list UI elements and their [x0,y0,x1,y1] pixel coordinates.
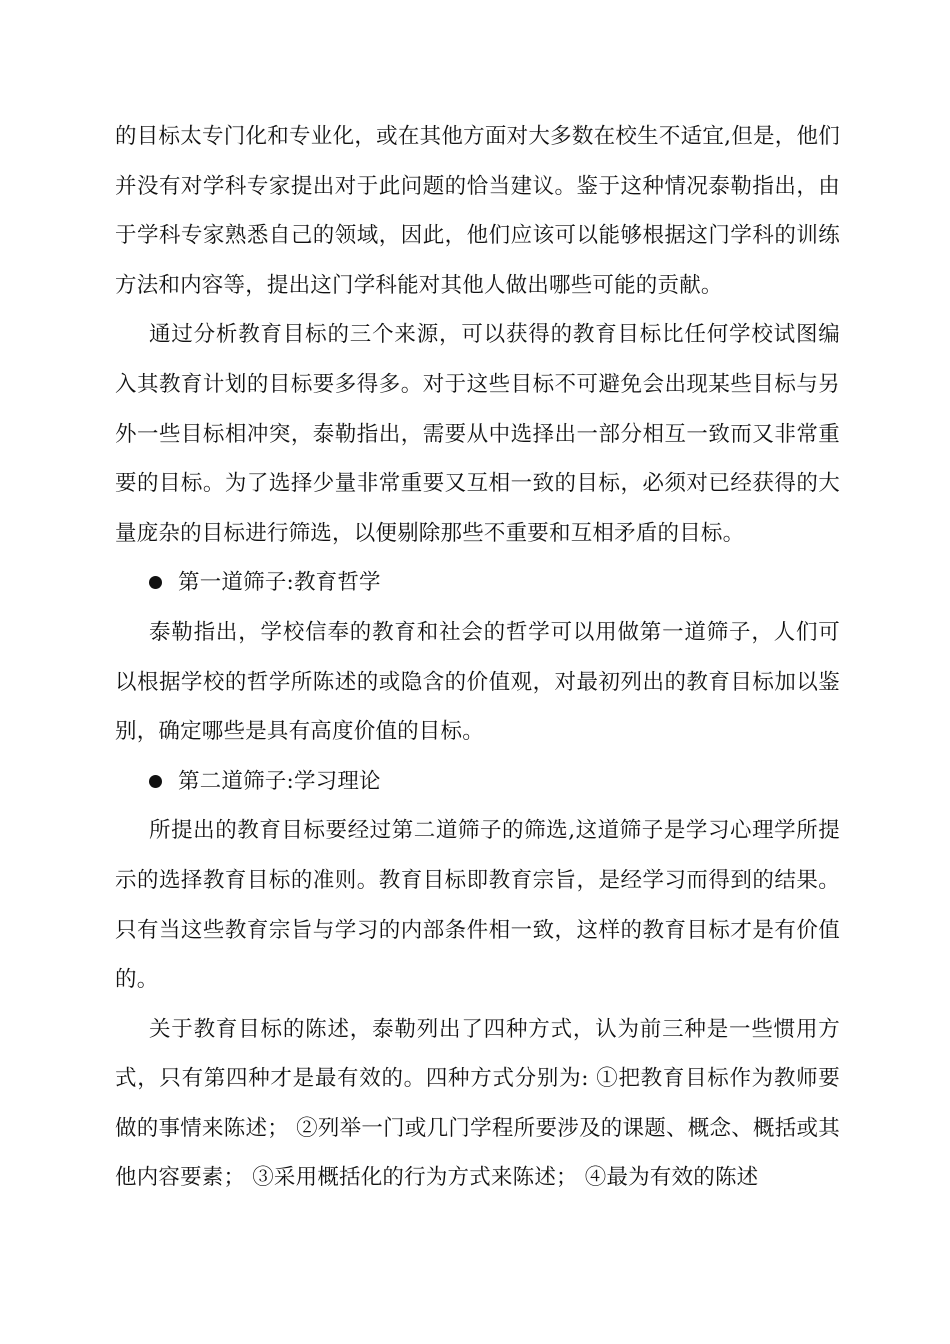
paragraph-goal-sources: 通过分析教育目标的三个来源，可以获得的教育目标比任何学校试图编入其教育计划的目标要多得多。对于这些目标不可避免会出现某些目标与另外一些目标相冲突，泰勒指出，需要从中选择出一部分相互一致而又非常重要的目标。为了选择少量非常重要又互相一致的目标，必须对已经获得的大量庞杂的目标进行筛选，以便剔除那些不重要和互相矛盾的目标。 [115,322,840,546]
paragraph-continuation: 的目标太专门化和专业化，或在其他方面对大多数在校生不适宜,但是，他们并没有对学科专家提出对于此问题的恰当建议。鉴于这种情况泰勒指出，由于学科专家熟悉自己的领域，因此，他们应该可以能够根据这门学科的训练方法和内容等，提出这门学科能对其他人做出哪些可能的贡献。 [115,124,840,298]
paragraph-goal-statements: 关于教育目标的陈述，泰勒列出了四种方式，认为前三种是一些惯用方式，只有第四种才是最有效的。四种方式分别为: ①把教育目标作为教师要做的事情来陈述； ②列举一门或几门学程所要涉及的课题、概念、概括或其他内容要素； ③采用概括化的行为方式来陈述； ④最为有效的陈述 [115,1016,840,1191]
bullet-first-screen-label: 第一道筛子:教育哲学 [178,570,381,596]
bullet-icon [149,775,162,788]
paragraph-learning-theory: 所提出的教育目标要经过第二道筛子的筛选,这道筛子是学习心理学所提示的选择教育目标的准则。教育目标即教育宗旨，是经学习而得到的结果。只有当这些教育宗旨与学习的内部条件相一致，这样的教育目标才是有价值的。 [115,818,840,993]
bullet-first-screen [115,558,840,608]
document-body [115,112,840,1203]
bullet-second-screen-label: 第二道筛子:学习理论 [178,768,381,794]
paragraph-philosophy: 泰勒指出，学校信奉的教育和社会的哲学可以用做第一道筛子，人们可以根据学校的哲学所陈述的或隐含的价值观，对最初列出的教育目标加以鉴别，确定哪些是具有高度价值的目标。 [115,619,840,745]
bullet-icon [149,576,162,589]
bullet-second-screen [115,757,840,807]
